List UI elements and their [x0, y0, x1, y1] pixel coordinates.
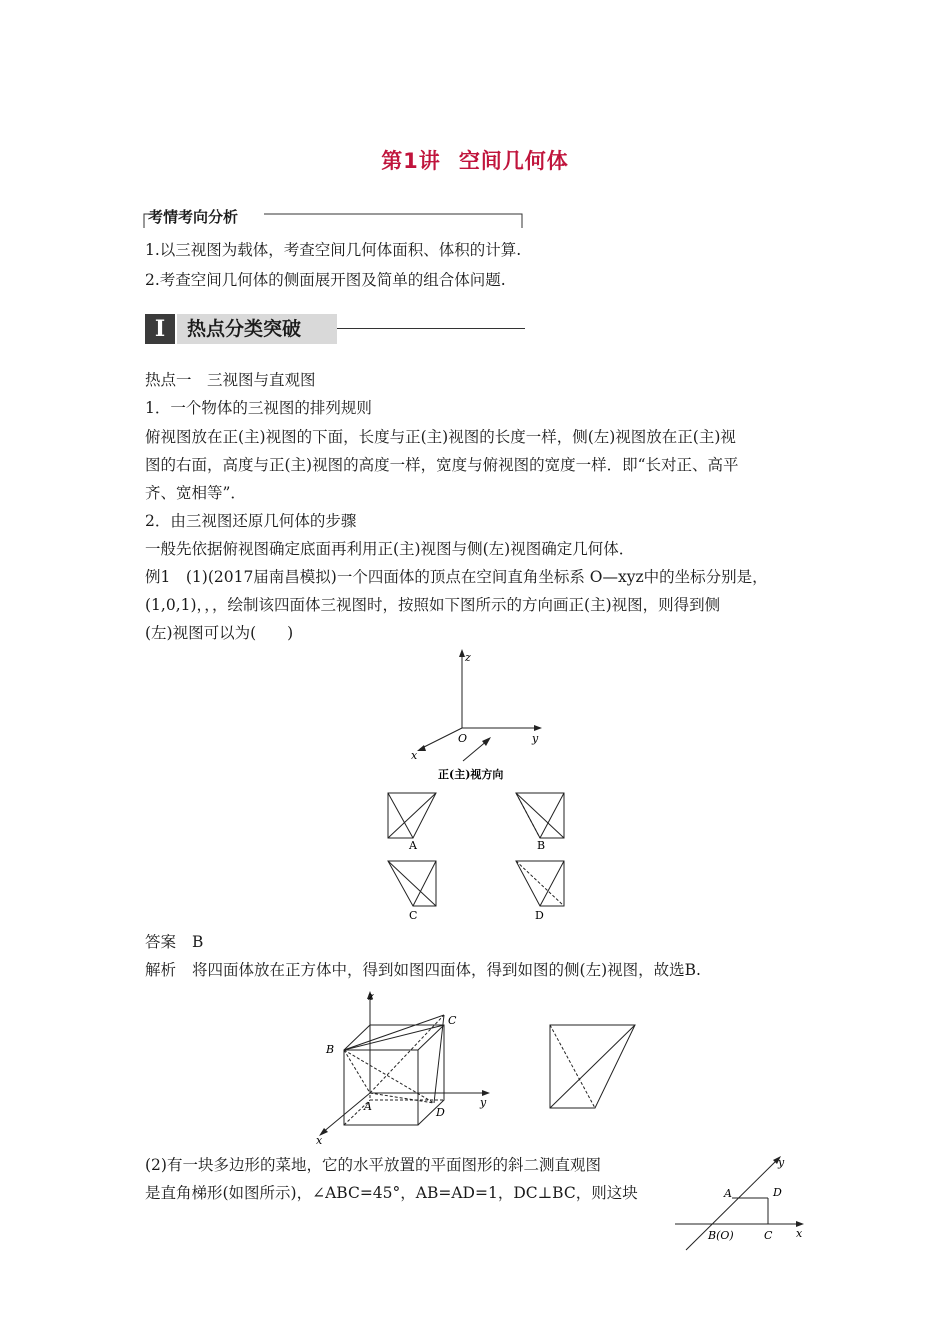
option-c-label: C [409, 909, 418, 922]
option-b-diagram [516, 793, 564, 838]
option-d-label: D [535, 909, 544, 922]
point-d-label: D [436, 1106, 445, 1119]
axes-figure [380, 645, 580, 785]
axis-x-label: x [411, 749, 418, 762]
solution-label: 解析 [145, 961, 177, 979]
option-b-label: B [537, 839, 546, 852]
example-line: (1,0,1)，，，绘制该四面体三视图时，按照如下图所示的方向画正(主)视图，则得到侧 [145, 596, 721, 614]
axis-y-label: y [778, 1156, 785, 1169]
point-bo-label: B(O) [708, 1229, 734, 1242]
trapezoid-figure [670, 1150, 815, 1255]
cube-figure [310, 985, 650, 1147]
direction-label: 正(主)视方向 [438, 768, 504, 781]
part2-line: (2)有一块多边形的菜地，它的水平放置的平面图形的斜二测直观图 [145, 1156, 601, 1174]
lecture-name: 空间几何体 [458, 149, 569, 173]
hotspot-heading: 热点一 三视图与直观图 [145, 371, 316, 389]
axis-y-label: y [480, 1096, 487, 1109]
page-title [0, 145, 950, 175]
point-c-label: C [448, 1014, 457, 1027]
analysis-heading: 考情考向分析 [148, 208, 239, 226]
axis-z-label: z [465, 651, 471, 664]
option-c-diagram [388, 861, 436, 906]
point-a-label: A [364, 1100, 372, 1113]
option-d-diagram [516, 861, 564, 906]
option-a-diagram [388, 793, 436, 838]
answer-line [145, 932, 203, 952]
axis-x-label: x [796, 1227, 803, 1240]
section-roman: I [145, 314, 175, 344]
axis-z-label: z [368, 990, 374, 1003]
analysis-item: 2.考查空间几何体的侧面展开图及简单的组合体问题. [145, 271, 506, 289]
part2-line: 是直角梯形(如图所示)，∠ABC=45°，AB=AD=1，DC⊥BC，则这块 [145, 1184, 638, 1202]
lecture-number: 第1讲 [381, 149, 441, 173]
point-b-label: B [326, 1043, 335, 1056]
point-c-label: C [764, 1229, 773, 1242]
rule1-line: 俯视图放在正(主)视图的下面，长度与正(主)视图的长度一样，侧(左)视图放在正(主)视 [145, 428, 736, 446]
rule1-line: 图的右面，高度与正(主)视图的高度一样，宽度与俯视图的宽度一样．即“长对正、高平 [145, 456, 739, 474]
side-view-diagram [550, 1025, 635, 1108]
rule2-line: 一般先依据俯视图确定底面再利用正(主)视图与侧(左)视图确定几何体． [145, 540, 635, 558]
origin-label: O [458, 732, 468, 745]
axis-y-label: y [532, 732, 539, 745]
answer-value: B [192, 933, 204, 951]
options-figure [380, 788, 580, 926]
axis-x-label: x [316, 1134, 323, 1147]
example-line: (左)视图可以为( ) [145, 624, 294, 642]
answer-label: 答案 [145, 933, 177, 951]
rule1-title: 1．一个物体的三视图的排列规则 [145, 399, 372, 417]
section-label: 热点分类突破 [177, 314, 337, 344]
rule1-line: 齐、宽相等”． [145, 484, 246, 502]
solution-line [145, 960, 701, 980]
point-d-label: D [773, 1186, 782, 1199]
analysis-item: 1.以三视图为载体，考查空间几何体面积、体积的计算. [145, 241, 522, 259]
banner-rule [337, 328, 525, 329]
solution-text: 将四面体放在正方体中，得到如图四面体，得到如图的侧(左)视图，故选B. [192, 961, 701, 979]
option-a-label: A [409, 839, 417, 852]
point-a-label: A [724, 1187, 732, 1200]
example-line: 例1 (1)(2017届南昌模拟)一个四面体的顶点在空间直角坐标系 O—xyz中的坐标分别是， [145, 568, 768, 586]
rule2-title: 2．由三视图还原几何体的步骤 [145, 512, 357, 530]
